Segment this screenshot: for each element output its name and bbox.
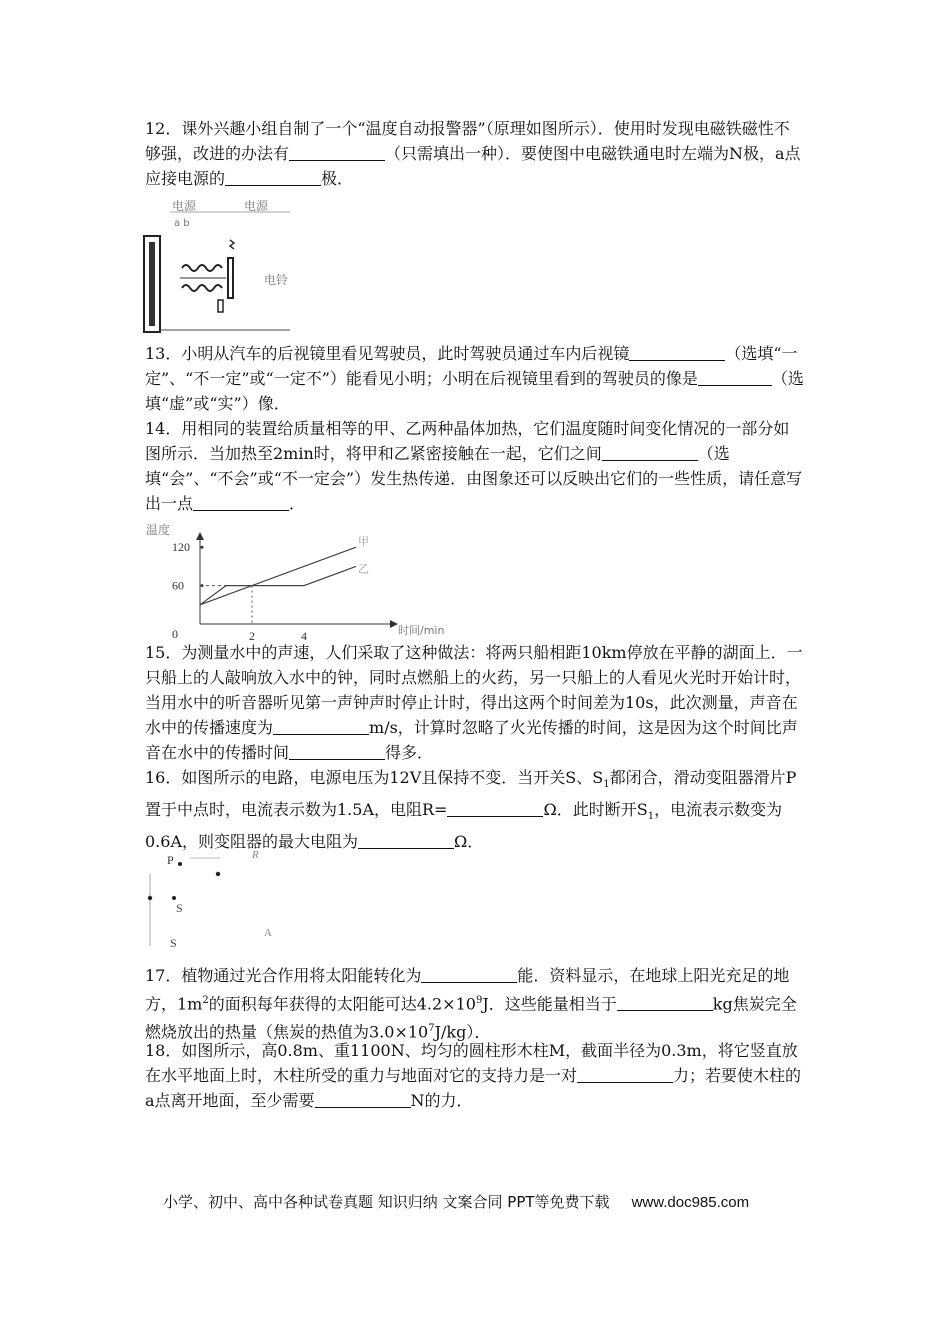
q18-blank-2[interactable] — [315, 1090, 411, 1108]
q16-blank-1[interactable] — [447, 799, 543, 817]
q14-text-1: 14．用相同的装置给质量相等的甲、乙两种晶体加热，它们温度随时间变化情况的一部分如图所示．当加热至2min时，将甲和乙紧密接触在一起，它们之间 — [145, 419, 790, 463]
alarm-circuit-figure — [140, 196, 300, 336]
q17-text-2: 能．资料显示，在地球上阳光充足的地方，1m — [145, 966, 790, 1014]
chart-ylabel: 温度 — [146, 523, 171, 537]
q16-sub-2: 1 — [647, 811, 655, 823]
q14-blank-2[interactable] — [193, 493, 289, 511]
q17-sup-3: 7 — [428, 1023, 435, 1035]
question-15 — [145, 640, 805, 765]
q17-text-1: 17．植物通过光合作用将太阳能转化为 — [145, 966, 422, 985]
q15-blank-1[interactable] — [273, 717, 369, 735]
q13-text-1: 13．小明从汽车的后视镜里看见驾驶员，此时驾驶员通过车内后视镜 — [145, 344, 630, 363]
q15-text-1: 15．为测量水中的声速，人们采取了这种做法：将两只船相距10km停放在平静的湖面上．一只船上的人敲响放入水中的钟，同时点燃船上的火药，另一只船上的人看见火光时开始计时，当用水中的听音器听见第一声钟声时停止计时，得出这两个时间差为10s，此次测量，声音在水中的传播速度为 — [145, 643, 803, 737]
chart-series-yi — [200, 566, 356, 604]
q18-blank-1[interactable] — [577, 1065, 673, 1083]
circuit-figure-16 — [140, 846, 310, 951]
fig16-label-a: A — [264, 927, 272, 939]
chart-y-tick-label: 120 — [172, 540, 190, 555]
q16-text-5: Ω． — [454, 832, 484, 852]
q17-blank-2[interactable] — [617, 993, 713, 1011]
chart-x-tick-label: 4 — [301, 629, 307, 643]
q17-blank-1[interactable] — [421, 965, 517, 983]
q12-text-3: 极． — [321, 169, 354, 188]
q12-blank-1[interactable] — [289, 143, 385, 161]
q17-text-5: kg焦炭完全燃烧放出的热量（焦炭的热值为3.0×10 — [145, 994, 797, 1042]
chart-y-tick-label: 60 — [172, 578, 184, 593]
q18-text-1: 18．如图所示，高0.8m、重1100N、均匀的圆柱形木柱M，截面半径为0.3m，将它竖直放在水平地面上时，木柱所受的重力与地面对它的支持力是一对 — [145, 1041, 798, 1085]
question-16 — [145, 765, 805, 854]
q14-blank-1[interactable] — [602, 443, 698, 461]
q12-text-2: （只需填出一种）．要使图中电磁铁通电时左端为N极，a点应接电源的 — [145, 144, 801, 188]
chart-series-jia — [200, 547, 356, 605]
chart-y-tick — [201, 546, 204, 549]
q18-text-2: 力；若要使木柱的a点离开地面，至少需要 — [145, 1066, 802, 1110]
fig16-label-p: P — [167, 853, 174, 867]
question-12 — [145, 116, 805, 191]
q13-text-3: （选填“虚”或“实”）像． — [145, 369, 804, 413]
footer-text: 小学、初中、高中各种试卷真题 知识归纳 文案合同 PPT等免费下载 — [163, 1193, 610, 1211]
question-13 — [145, 341, 805, 416]
q17-text-3: 的面积每年获得的太阳能可达4.2×10 — [208, 994, 476, 1014]
fig12-label-power-2: 电源 — [244, 199, 269, 213]
fig16-label-s: S — [170, 936, 177, 950]
fig16-label-r: R — [252, 849, 259, 861]
question-17 — [145, 963, 805, 1045]
q12-blank-2[interactable] — [225, 168, 321, 186]
fig16-label-s1: S — [176, 901, 183, 915]
fig12-label-ab: a b — [174, 218, 190, 229]
q14-text-2: （选填“会”、“不会”或“不一定会”）发生热传递．由图象还可以反映出它们的一些性质，请任意写出一点 — [145, 444, 803, 513]
chart-y-tick-label: 0 — [172, 627, 178, 641]
page-footer — [163, 1191, 749, 1212]
q12-text-1: 12．课外兴趣小组自制了一个“温度自动报警器”（原理如图所示）．使用时发现电磁铁磁性不够强，改进的办法有 — [145, 119, 790, 163]
q16-text-1: 16．如图所示的电路，电源电压为12V且保持不变．当开关S、S — [145, 768, 604, 787]
q14-text-3: ． — [289, 494, 306, 513]
footer-site-link[interactable]: www.doc985.com — [631, 1194, 750, 1211]
question-14 — [145, 416, 805, 516]
q16-blank-2[interactable] — [358, 831, 454, 849]
q17-text-4: J．这些能量相当于 — [482, 994, 617, 1014]
chart-series-label: 乙 — [358, 562, 369, 576]
q16-text-4: ，电流表示数变为0.6A，则变阻器的最大电阻为 — [145, 800, 783, 852]
temperature-time-chart — [140, 520, 445, 643]
chart-x-tick-label: 2 — [249, 629, 255, 643]
chart-x-arrow — [390, 620, 398, 628]
q13-blank-1[interactable] — [629, 343, 725, 361]
chart-xlabel: 时间/min — [398, 624, 445, 637]
fig12-label-power-1: 电源 — [172, 199, 197, 213]
q13-text-2: （选填“一定”、“不一定”或“一定不”）能看见小明；小明在后视镜里看到的驾驶员的像是 — [145, 344, 798, 388]
q16-sub-1: 1 — [603, 779, 610, 791]
fig12-label-bell: 电铃 — [264, 273, 289, 287]
q17-text-6: J/kg）． — [434, 1022, 491, 1042]
q17-sup-1: 2 — [202, 995, 209, 1006]
q18-text-3: N的力． — [410, 1091, 473, 1110]
chart-series-label: 甲 — [358, 535, 369, 549]
q13-blank-2[interactable] — [698, 368, 772, 386]
q15-blank-2[interactable] — [289, 742, 385, 760]
q15-text-3: 得多． — [385, 743, 434, 762]
q17-sup-2: 9 — [475, 995, 483, 1006]
chart-y-arrow — [196, 532, 204, 540]
q16-text-3: Ω．此时断开S — [543, 800, 648, 820]
q15-text-2: m/s，计算时忽略了火光传播的时间，这是因为这个时间比声音在水中的传播时间 — [145, 718, 798, 762]
q16-text-2: 都闭合，滑动变阻器滑片P置于中点时，电流表示数为1.5A，电阻R= — [145, 768, 797, 820]
question-18 — [145, 1038, 805, 1113]
